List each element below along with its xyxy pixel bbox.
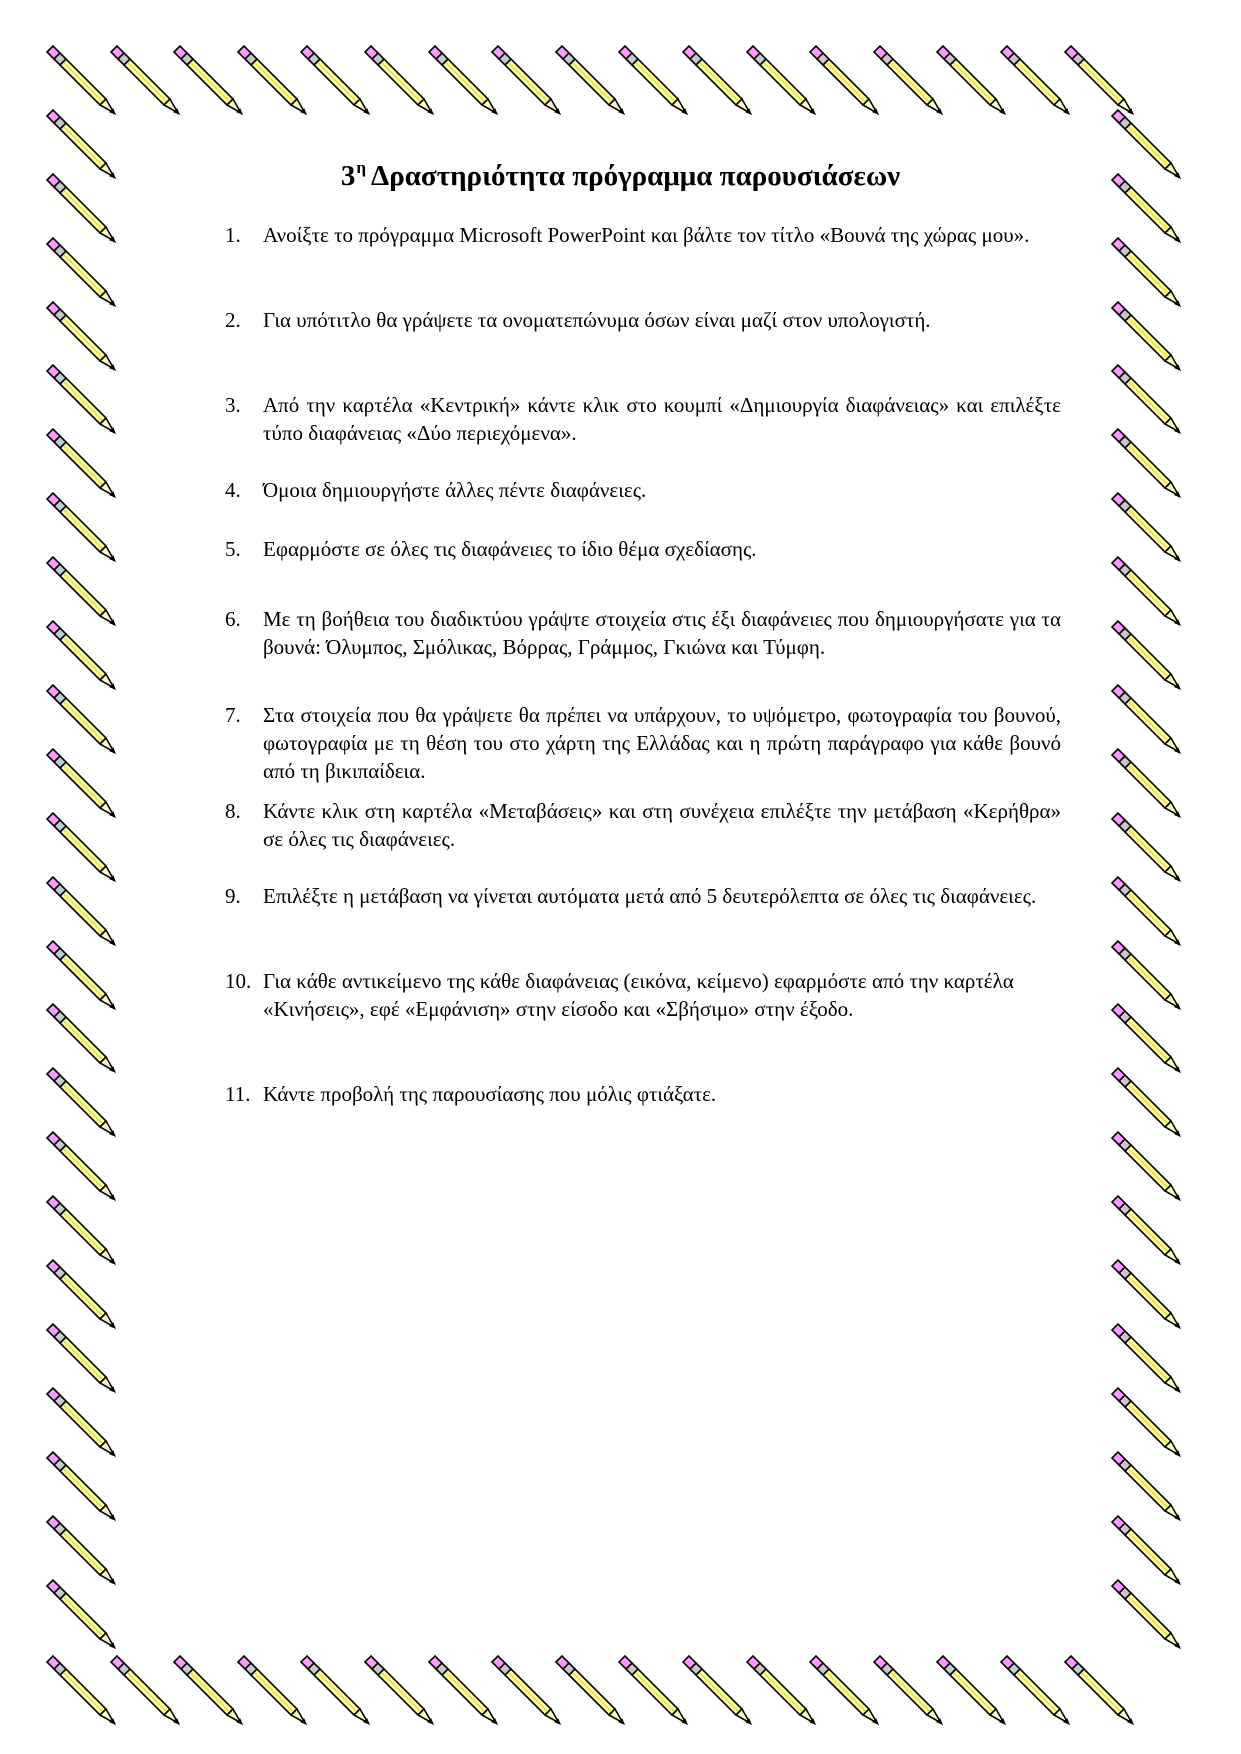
pencil-icon <box>47 749 115 817</box>
title-number: 3 <box>340 160 356 192</box>
pencil-icon <box>1112 685 1180 753</box>
pencil-icon <box>47 685 115 753</box>
task-text: Με τη βοήθεια του διαδικτύου γράψτε στοιχεία στις έξι διαφάνειες που δημιουργήσατε για τα βουνά: Όλυμπος, Σμόλικας, Βόρρας, Γράμμος, Γκιώνα και Τύμφη. <box>263 607 1061 659</box>
pencil-icon <box>683 46 751 114</box>
pencil-icon <box>1112 1196 1180 1264</box>
task-number: 9. <box>225 884 241 908</box>
task-item-3 <box>225 391 1061 447</box>
task-number: 3. <box>225 393 241 417</box>
task-number: 5. <box>225 537 241 561</box>
pencil-icon <box>47 1132 115 1200</box>
task-item-8 <box>225 797 1061 853</box>
task-text: Από την καρτέλα «Κεντρική» κάντε κλικ στο κουμπί «Δημιουργία διαφάνειας» και επιλέξτε τύπο διαφάνειας «Δύο περιεχόμενα». <box>263 393 1061 445</box>
page-title <box>0 150 1241 194</box>
pencil-icon <box>1112 365 1180 433</box>
pencil-icon <box>47 621 115 689</box>
pencil-icon <box>937 1656 1005 1724</box>
task-number: 6. <box>225 607 241 631</box>
task-item-11 <box>225 1080 1061 1108</box>
pencil-icon <box>1112 749 1180 817</box>
pencil-icon <box>301 46 369 114</box>
task-text: Κάντε κλικ στη καρτέλα «Μεταβάσεις» και στη συνέχεια επιλέξτε την μετάβαση «Κερήθρα» σε όλες τις διαφάνειες. <box>263 799 1061 851</box>
pencil-icon <box>47 813 115 881</box>
pencil-icon <box>492 1656 560 1724</box>
pencil-icon <box>47 1580 115 1648</box>
pencil-icon <box>492 46 560 114</box>
task-number: 7. <box>225 703 241 727</box>
task-item-5 <box>225 535 1061 563</box>
pencil-icon <box>47 302 115 370</box>
pencil-icon <box>1065 46 1133 114</box>
pencil-icon <box>1112 238 1180 306</box>
pencil-icon <box>810 46 878 114</box>
task-item-1 <box>225 221 1061 249</box>
task-text: Στα στοιχεία που θα γράψετε θα πρέπει να υπάρχουν, το υψόμετρο, φωτογραφία του βουνού, φωτογραφία με τη θέση του στο χάρτη της Ελλάδας και η πρώτη παράγραφο για κάθε βουνό από τη βικιπαίδεια. <box>263 703 1061 783</box>
pencil-icon <box>937 46 1005 114</box>
pencil-icon <box>1112 302 1180 370</box>
pencil-icon <box>111 1656 179 1724</box>
pencil-icon <box>747 1656 815 1724</box>
pencil-icon <box>111 46 179 114</box>
task-number: 10. <box>225 969 252 993</box>
pencil-icon <box>1112 493 1180 561</box>
pencil-icon <box>1001 46 1069 114</box>
pencil-icon <box>1065 1656 1133 1724</box>
pencil-icon <box>47 877 115 945</box>
task-number: 11. <box>225 1082 251 1106</box>
pencil-icon <box>1112 1068 1180 1136</box>
pencil-icon <box>1112 813 1180 881</box>
task-number: 8. <box>225 799 241 823</box>
task-text: Για κάθε αντικείμενο της κάθε διαφάνειας (εικόνα, κείμενο) εφαρμόστε από την καρτέλα «Κινήσεις», εφέ «Εμφάνιση» στην είσοδο και «Σβήσιμο» στην έξοδο. <box>263 969 1014 1021</box>
pencil-icon <box>47 493 115 561</box>
pencil-icon <box>174 1656 242 1724</box>
task-text: Επιλέξτε η μετάβαση να γίνεται αυτόματα μετά από 5 δευτερόλεπτα σε όλες τις διαφάνειες. <box>263 884 1037 908</box>
task-number: 2. <box>225 308 241 332</box>
pencil-icon <box>47 1324 115 1392</box>
pencil-icon <box>47 1656 115 1724</box>
pencil-icon <box>47 941 115 1009</box>
task-number: 1. <box>225 223 241 247</box>
pencil-icon <box>47 238 115 306</box>
pencil-icon <box>1112 1452 1180 1520</box>
task-item-2 <box>225 306 1061 334</box>
title-superscript: η <box>356 158 367 177</box>
pencil-icon <box>1112 557 1180 625</box>
pencil-icon <box>810 1656 878 1724</box>
pencil-icon <box>1112 941 1180 1009</box>
pencil-icon <box>47 429 115 497</box>
task-text: Εφαρμόστε σε όλες τις διαφάνειες το ίδιο θέμα σχεδίασης. <box>263 537 757 561</box>
pencil-icon <box>874 1656 942 1724</box>
pencil-icon <box>619 46 687 114</box>
pencil-icon <box>1112 1324 1180 1392</box>
pencil-icon <box>619 1656 687 1724</box>
task-item-6 <box>225 605 1061 661</box>
pencil-icon <box>47 1004 115 1072</box>
pencil-icon <box>47 557 115 625</box>
pencil-icon <box>47 1260 115 1328</box>
task-number: 4. <box>225 478 241 502</box>
pencil-icon <box>47 1196 115 1264</box>
pencil-icon <box>1112 1580 1180 1648</box>
task-text: Όμοια δημιουργήστε άλλες πέντε διαφάνειες. <box>263 478 647 502</box>
pencil-icon <box>47 365 115 433</box>
task-item-7 <box>225 701 1061 785</box>
pencil-icon <box>1112 877 1180 945</box>
pencil-icon <box>365 46 433 114</box>
task-item-9 <box>225 882 1061 910</box>
pencil-icon <box>47 1388 115 1456</box>
pencil-icon <box>47 1068 115 1136</box>
task-text: Ανοίξτε το πρόγραμμα Microsoft PowerPoint και βάλτε τον τίτλο «Βουνά της χώρας μου». <box>263 223 1030 247</box>
pencil-icon <box>1112 1516 1180 1584</box>
pencil-icon <box>47 1516 115 1584</box>
pencil-icon <box>1112 1388 1180 1456</box>
pencil-icon <box>238 1656 306 1724</box>
pencil-icon <box>1112 429 1180 497</box>
pencil-icon <box>429 46 497 114</box>
pencil-icon <box>238 46 306 114</box>
pencil-icon <box>1112 1260 1180 1328</box>
pencil-icon <box>747 46 815 114</box>
pencil-icon <box>301 1656 369 1724</box>
task-item-10 <box>225 967 1061 1023</box>
pencil-icon <box>47 46 115 114</box>
pencil-icon <box>1001 1656 1069 1724</box>
pencil-icon <box>429 1656 497 1724</box>
pencil-icon <box>874 46 942 114</box>
pencil-icon <box>174 46 242 114</box>
pencil-icon <box>1112 1004 1180 1072</box>
pencil-icon <box>47 1452 115 1520</box>
pencil-icon <box>1112 1132 1180 1200</box>
title-text: Δραστηριότητα πρόγραμμα παρουσιάσεων <box>371 160 901 192</box>
task-text: Κάντε προβολή της παρουσίασης που μόλις φτιάξατε. <box>263 1082 717 1106</box>
pencil-icon <box>556 1656 624 1724</box>
pencil-icon <box>556 46 624 114</box>
pencil-icon <box>683 1656 751 1724</box>
pencil-icon <box>1112 621 1180 689</box>
pencil-icon <box>365 1656 433 1724</box>
task-item-4 <box>225 476 1061 504</box>
task-text: Για υπότιτλο θα γράψετε τα ονοματεπώνυμα όσων είναι μαζί στον υπολογιστή. <box>263 308 931 332</box>
